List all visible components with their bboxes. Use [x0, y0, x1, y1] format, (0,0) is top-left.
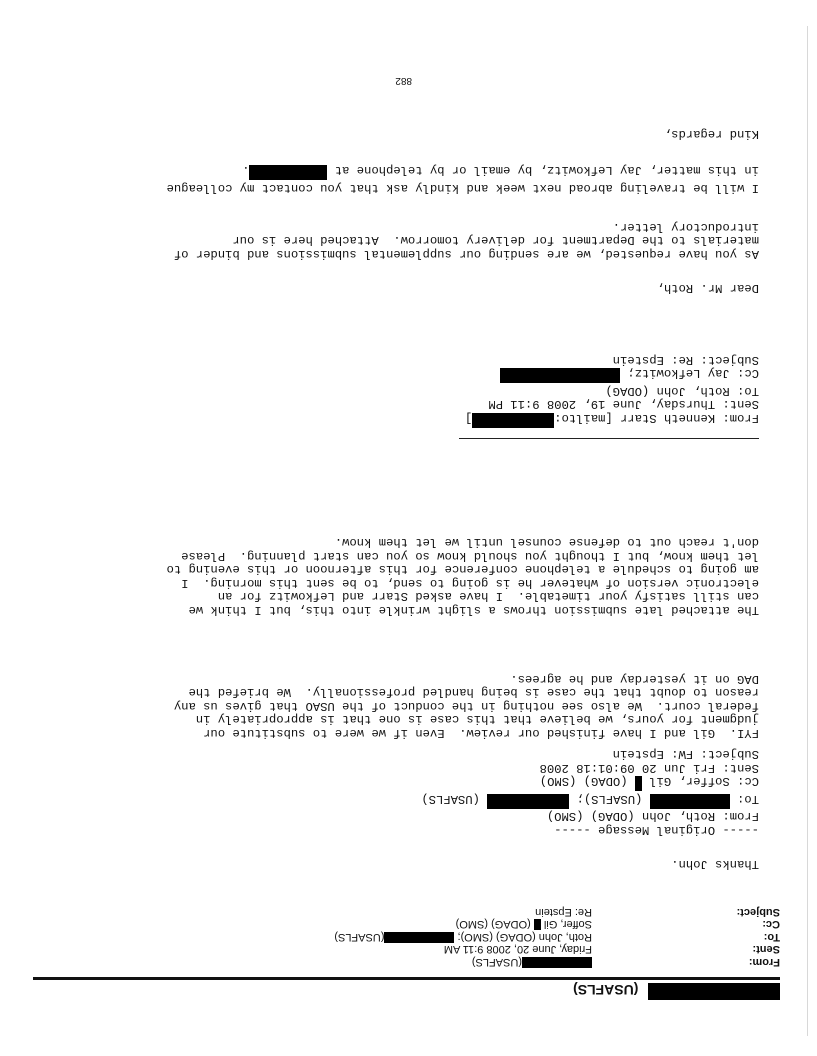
sent-value: Friday, June 20, 2008 9:11 AM [443, 943, 592, 956]
header-subject-row [334, 906, 780, 919]
subject-label: Subject: [736, 906, 780, 918]
header-from-row [334, 956, 780, 969]
original-message-block [421, 746, 759, 836]
orig-to-line: To: (USAFLS); (USAFLS) [421, 791, 759, 809]
redaction-bar [487, 794, 569, 809]
original-message-divider: ----- Original Message ----- [554, 823, 759, 837]
orig-paragraph-2: The attached late submission throws a slight wrinkle into this, but I think we can still satisfy your timetable. I have asked Starr and Lefkowitz for an electronic version of whatever he is going to send, to be sent this morning. I am going to schedule a telephone conference for this afternoon or this evening to let them know, but I thought you should know so you can start planning. Please don't reach out to defense counsel until we let them know. [166, 535, 759, 617]
forwarded-header [465, 352, 759, 428]
fwd-to-line: To: Roth, John (ODAG) [605, 383, 759, 398]
separator-line [459, 438, 759, 439]
redaction-bar [648, 983, 780, 1000]
redaction-bar [384, 932, 454, 943]
fwd-subject-line: Subject: Re: Epstein [612, 352, 759, 367]
fwd-cc-line: Cc: Jay Lefkowitz; [465, 366, 759, 384]
scan-edge-line [807, 26, 808, 1036]
redaction-bar [534, 920, 541, 931]
header-rule [33, 977, 780, 980]
sender-name-line [573, 980, 780, 1000]
from-value: (USAFLS) [471, 956, 522, 968]
cc-value: Soffer, Gil [543, 918, 592, 931]
reply-thanks: Thanks John. [671, 857, 759, 871]
cc-value-suffix: (ODAG) (SMO) [455, 918, 531, 931]
fwd-from-line: From: Kenneth Starr [mailto:] [465, 410, 759, 428]
fwd-paragraph-1: As you have requested, we are sending our supplemental submissions and binder of materials to the Department for delivery tomorrow. Attached here is our introductory letter. [173, 219, 759, 261]
redaction-bar [522, 957, 592, 968]
email-header [334, 906, 780, 969]
redaction-bar [249, 165, 327, 180]
redaction-bar [650, 794, 730, 809]
orig-subject-line: Subject: FW: Epstein [612, 747, 759, 762]
fwd-closing: Kind regards, [663, 127, 759, 141]
fwd-greeting: Dear Mr. Roth, [656, 281, 759, 295]
sender-suffix: (USAFLS) [573, 982, 639, 998]
orig-from-line: From: Roth, John (ODAG) (SMO) [546, 809, 759, 824]
header-cc-row [334, 918, 780, 931]
orig-paragraph-1: FYI. Gil and I have finished our review. Even if we were to substitute our judgment for yours, we believe that this case is one that is appropriately in federal court. We also see nothing in the conduct of the USAO that gives us any reason to doubt that the case is being handled professionally. We briefed the DAG on it yesterday and he agrees. [173, 671, 759, 740]
subject-value: Re: Epstein [535, 906, 592, 918]
from-label: From: [748, 956, 780, 968]
to-label: To: [763, 931, 780, 943]
fwd-sent-line: Sent: Thursday, June 19, 2008 9:11 PM [488, 397, 759, 412]
orig-sent-line: Sent: Fri Jun 20 09:01:18 2008 [539, 760, 759, 775]
redaction-bar [472, 413, 554, 428]
cc-label: Cc: [762, 918, 780, 931]
sent-label: Sent: [752, 943, 780, 956]
redaction-bar [635, 776, 642, 791]
to-value-suffix: (USAFLS) [334, 931, 385, 943]
redaction-bar [500, 368, 620, 383]
page-number: 882 [395, 75, 412, 86]
fwd-paragraph-2: I will be traveling abroad next week and kindly ask that you contact my colleague in this matter, Jay Lefkowitz, by email or by telephone at . [166, 163, 759, 195]
header-to-row [334, 931, 780, 944]
to-value: Roth, John (ODAG) (SMO); [457, 931, 592, 943]
header-sent-row [334, 943, 780, 956]
orig-cc-line: Cc: Soffer, Gil (ODAG) (SMO) [421, 774, 759, 792]
